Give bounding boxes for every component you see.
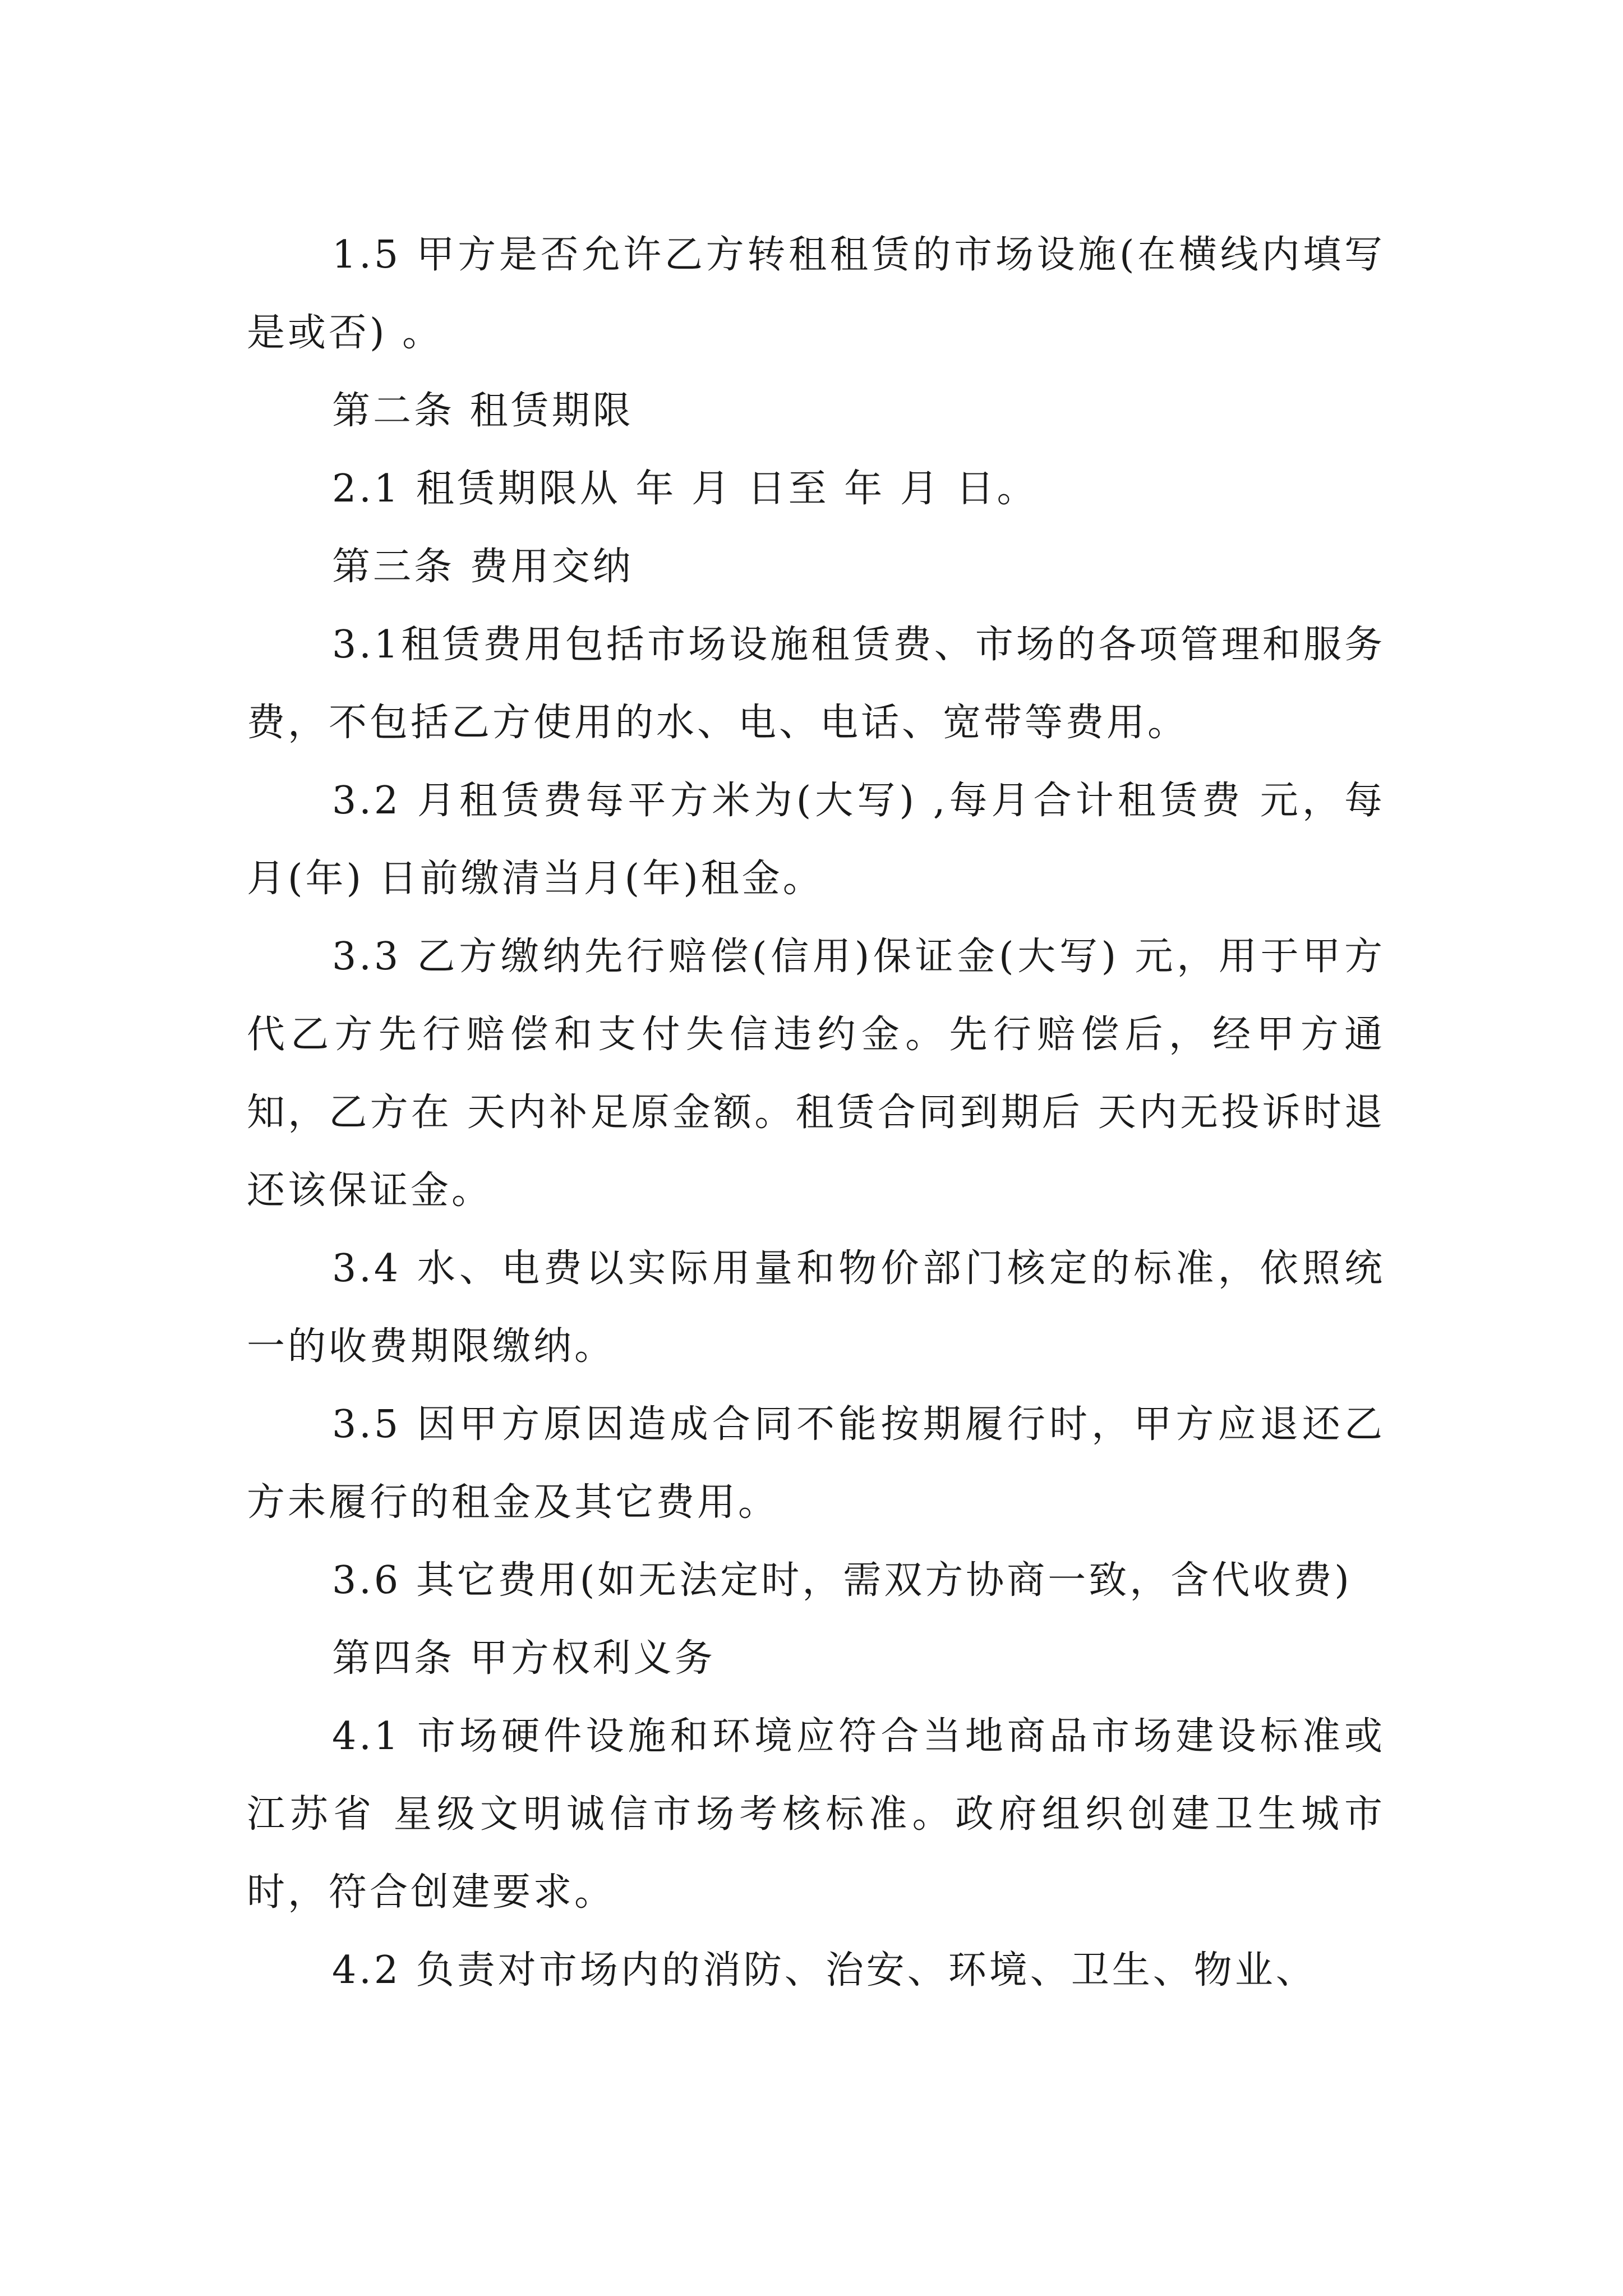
clause-3-1: 3.1租赁费用包括市场设施租赁费、市场的各项管理和服务费，不包括乙方使用的水、电、电话、宽带等费用。 bbox=[247, 623, 1385, 745]
clause-3-2: 3.2 月租赁费每平方米为(大写) ,每月合计租赁费 元，每月(年) 日前缴清当月(年)租金。 bbox=[247, 779, 1385, 901]
clause-4-2: 4.2 负责对市场内的消防、治安、环境、卫生、物业、 bbox=[332, 1948, 1317, 1993]
clause-2-1: 2.1 租赁期限从 年 月 日至 年 月 日。 bbox=[332, 467, 1038, 511]
clause-3-4: 3.4 水、电费以实际用量和物价部门核定的标准，依照统一的收费期限缴纳。 bbox=[247, 1246, 1385, 1369]
clause-4-1: 4.1 市场硬件设施和环境应符合当地商品市场建设标准或江苏省 星级文明诚信市场考核标准。政府组织创建卫生城市时，符合创建要求。 bbox=[247, 1714, 1385, 1915]
clause-3-3: 3.3 乙方缴纳先行赔偿(信用)保证金(大写) 元，用于甲方代乙方先行赔偿和支付失信违约金。先行赔偿后，经甲方通知，乙方在 天内补足原金额。租赁合同到期后 天内无投诉时退还该保证金。 bbox=[247, 935, 1385, 1213]
article-2-heading: 第二条 租赁期限 bbox=[332, 389, 634, 433]
article-4-heading: 第四条 甲方权利义务 bbox=[332, 1636, 716, 1681]
document-body bbox=[247, 216, 1385, 2009]
clause-3-6: 3.6 其它费用(如无法定时，需双方协商一致，含代收费) bbox=[332, 1558, 1352, 1603]
article-3-heading: 第三条 费用交纳 bbox=[332, 545, 634, 589]
clause-1-5: 1.5 甲方是否允许乙方转租租赁的市场设施(在横线内填写是或否) 。 bbox=[247, 233, 1385, 355]
clause-3-5: 3.5 因甲方原因造成合同不能按期履行时，甲方应退还乙方未履行的租金及其它费用。 bbox=[247, 1402, 1385, 1525]
